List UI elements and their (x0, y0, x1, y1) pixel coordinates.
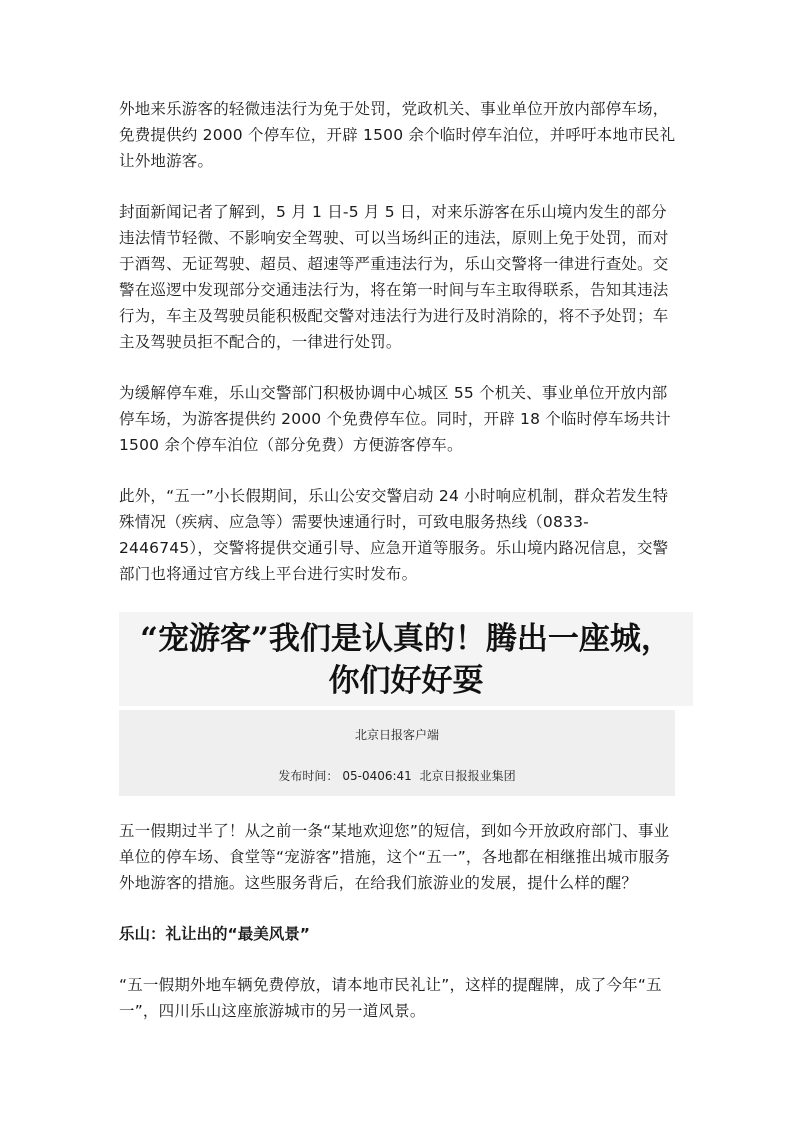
article1-paragraph-3: 为缓解停车难，乐山交警部门积极协调中心城区 55 个机关、事业单位开放内部停车场，为游客提供约 2000 个免费停车位。同时，开辟 18 个临时停车场共计 1500 余个停车泊位（部分免费）方便游客停车。 (119, 384, 671, 454)
article2-body-paragraph: “五一假期外地车辆免费停放，请本地市民礼让”，这样的提醒牌，成了今年“五一”，四川乐山这座旅游城市的另一道风景。 (119, 976, 662, 1020)
article2-subhead: 乐山：礼让出的“最美风景” (119, 925, 310, 943)
publisher-name: 北京日报报业集团 (419, 769, 516, 783)
article2-headline-line-2: 你们好好耍 (328, 663, 484, 699)
publish-time-label: 发布时间： (278, 769, 339, 783)
article2-headline-block (119, 612, 693, 706)
publish-time-value: 05-0406:41 (342, 769, 412, 783)
article2-publish-row (119, 767, 675, 784)
article1-paragraph-1: 外地来乐游客的轻微违法行为免于处罚，党政机关、事业单位开放内部停车场，免费提供约 2000 个停车位，开辟 1500 余个临时停车泊位，并呼吁本地市民礼让外地游客。 (119, 100, 676, 170)
article2-source: 北京日报客户端 (354, 728, 439, 742)
document-page (119, 96, 679, 1049)
article1-paragraph-4: 此外，“五一”小长假期间，乐山公安交警启动 24 小时响应机制，群众若发生特殊情况（疾病、应急等）需要快速通行时，可致电服务热线（0833-2446745），交警将提供交通引导、应急开道等服务。乐山境内路况信息，交警部门也将通过官方线上平台进行实时发布。 (119, 487, 669, 583)
article2-intro-paragraph: 五一假期过半了！从之前一条“某地欢迎您”的短信，到如今开放政府部门、事业单位的停车场、食堂等“宠游客”措施，这个“五一”，各地都在相继推出城市服务外地游客的措施。这些服务背后，在给我们旅游业的发展，提什么样的醒？ (119, 822, 671, 892)
article1-paragraph-2: 封面新闻记者了解到，5 月 1 日-5 月 5 日，对来乐游客在乐山境内发生的部分违法情节轻微、不影响安全驾驶、可以当场纠正的违法，原则上免于处罚，而对于酒驾、无证驾驶、超员、超速等严重违法行为，乐山交警将一律进行查处。交警在巡逻中发现部分交通违法行为，将在第一时间与车主取得联系，告知其违法行为，车主及驾驶员能积极配交警对违法行为进行及时消除的，将不予处罚；车主及驾驶员拒不配合的，一律进行处罚。 (119, 203, 669, 351)
article2-meta-block (119, 710, 675, 796)
article2-headline-line-1: “宠游客”我们是认真的！腾出一座城， (140, 621, 672, 657)
